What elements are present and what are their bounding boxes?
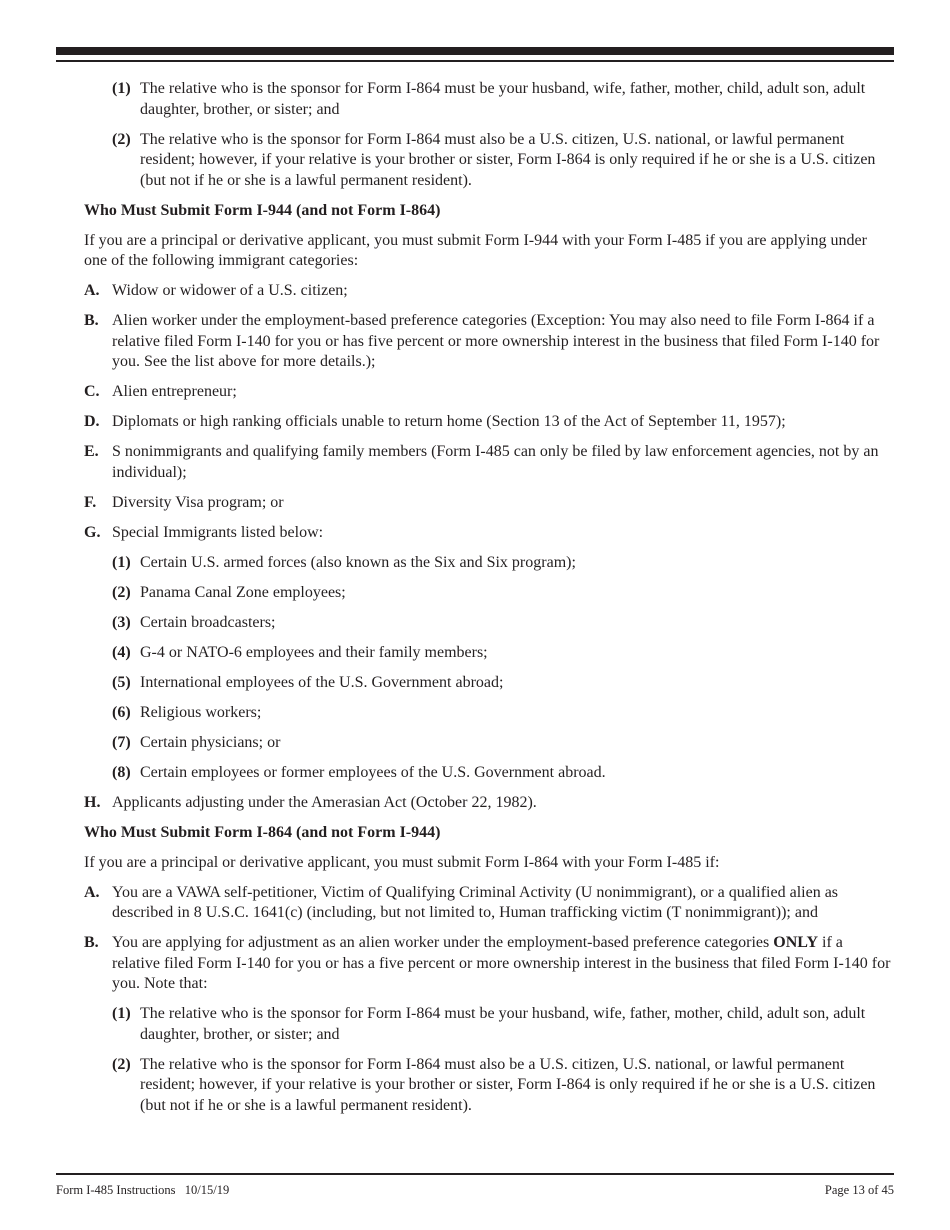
item-label: F. — [84, 493, 97, 511]
list-item — [84, 79, 894, 120]
item-text — [112, 933, 894, 995]
item-label: D. — [84, 413, 100, 430]
item-text: International employees of the U.S. Government abroad; — [140, 673, 504, 691]
item-text: Diplomats or high ranking officials unable to return home (Section 13 of the Act of September 11, 1957); — [112, 413, 786, 430]
item-label: (4) — [112, 643, 131, 661]
footer-form-name: Form I-485 Instructions 10/15/19 — [56, 1183, 230, 1197]
emphasis-only: ONLY — [773, 934, 819, 951]
item-label: (3) — [112, 613, 131, 631]
item-label: A. — [84, 282, 100, 299]
list-item — [84, 1055, 894, 1117]
item-text: Widow or widower of a U.S. citizen; — [112, 282, 348, 299]
item-label: G. — [84, 523, 101, 541]
section-heading-i944: Who Must Submit Form I-944 (and not Form I-864) — [84, 201, 441, 219]
item-label: (5) — [112, 673, 131, 691]
list-item — [84, 673, 894, 694]
list-item — [84, 583, 894, 604]
list-item — [84, 493, 894, 514]
item-text: S nonimmigrants and qualifying family members (Form I-485 can only be filed by law enforcement agencies, not by an individual); — [112, 443, 879, 481]
item-text: The relative who is the sponsor for Form I-864 must also be a U.S. citizen, U.S. national, or lawful permanent resident; however, if your relative is your brother or sister, Form I-864 is only required if he or she is a U.S. citizen (but not if he or she is a lawful permanent resident). — [140, 1055, 876, 1114]
item-label: (2) — [112, 583, 131, 601]
item-label: (7) — [112, 733, 131, 751]
list-item — [84, 613, 894, 634]
item-text: Applicants adjusting under the Amerasian Act (October 22, 1982). — [112, 793, 537, 811]
item-text: The relative who is the sponsor for Form I-864 must be your husband, wife, father, mother, child, adult son, adult daughter, brother, or sister; and — [140, 80, 866, 118]
item-text: G-4 or NATO-6 employees and their family members; — [140, 643, 488, 661]
list-item — [84, 311, 894, 373]
list-item — [84, 523, 894, 544]
item-label: A. — [84, 883, 100, 901]
item-text: Alien entrepreneur; — [112, 383, 237, 400]
item-text: You are a VAWA self-petitioner, Victim of Qualifying Criminal Activity (U nonimmigrant), or a qualified alien as described in 8 U.S.C. 1641(c) (including, but not limited to, Human trafficking victim (T nonimmigrant)); and — [112, 883, 839, 921]
item-text: Certain U.S. armed forces (also known as the Six and Six program); — [140, 553, 576, 571]
item-text: Certain employees or former employees of the U.S. Government abroad. — [140, 763, 606, 781]
item-label: (2) — [112, 130, 131, 148]
item-label: (2) — [112, 1055, 131, 1073]
list-item — [84, 883, 894, 924]
item-label: (1) — [112, 553, 131, 571]
list-item — [84, 793, 894, 814]
list-item — [84, 703, 894, 724]
item-label: B. — [84, 934, 99, 951]
list-item — [84, 553, 894, 574]
item-label: (8) — [112, 763, 131, 781]
item-label: E. — [84, 443, 99, 460]
section-heading-i864: Who Must Submit Form I-864 (and not Form I-944) — [84, 823, 441, 841]
item-text: Alien worker under the employment-based preference categories (Exception: You may also need to file Form I-864 if a relative filed Form I-140 for you or has five percent or more ownership interest in the business that filed Form I-140 for you. See the list above for more details.); — [112, 312, 880, 370]
list-item — [84, 442, 894, 483]
header-rule-thick — [56, 47, 894, 55]
item-label: C. — [84, 383, 100, 400]
item-text: The relative who is the sponsor for Form I-864 must also be a U.S. citizen, U.S. national, or lawful permanent resident; however, if your relative is your brother or sister, Form I-864 is only required if he or she is a U.S. citizen (but not if he or she is a lawful permanent resident). — [140, 130, 876, 189]
item-text: Diversity Visa program; or — [112, 493, 284, 511]
list-item — [84, 130, 894, 192]
page-content — [84, 79, 894, 1126]
item-text: Special Immigrants listed below: — [112, 523, 324, 541]
list-item — [84, 763, 894, 784]
item-text-part: if a relative filed Form I-140 for you or has a five percent or more ownership interest in the business that filed Form I-140 for you. Note that: — [112, 934, 891, 992]
list-item — [84, 412, 894, 433]
item-text-part: You are applying for adjustment as an alien worker under the employment-based preference categories — [112, 934, 774, 951]
item-label: B. — [84, 312, 99, 329]
item-text: Religious workers; — [140, 703, 262, 721]
footer-page-number: Page 13 of 45 — [824, 1183, 894, 1197]
list-item — [84, 281, 894, 302]
item-label: H. — [84, 793, 101, 811]
item-label: (1) — [112, 1005, 131, 1022]
item-text: Certain broadcasters; — [140, 613, 276, 631]
item-label: (6) — [112, 703, 131, 721]
list-item — [84, 933, 894, 995]
list-item — [84, 643, 894, 664]
item-text: The relative who is the sponsor for Form I-864 must be your husband, wife, father, mother, child, adult son, adult daughter, brother, or sister; and — [140, 1005, 866, 1043]
list-item — [84, 382, 894, 403]
item-label: (1) — [112, 80, 131, 97]
list-item — [84, 1004, 894, 1045]
section-intro-i944: If you are a principal or derivative applicant, you must submit Form I-944 with your Form I-485 if you are applying under one of the following immigrant categories: — [84, 231, 867, 269]
item-text: Panama Canal Zone employees; — [140, 583, 346, 601]
list-item — [84, 733, 894, 754]
item-text: Certain physicians; or — [140, 733, 281, 751]
section-intro-i864: If you are a principal or derivative applicant, you must submit Form I-864 with your Form I-485 if: — [84, 853, 720, 871]
footer-rule — [56, 1173, 894, 1175]
header-rule-thin — [56, 60, 894, 62]
